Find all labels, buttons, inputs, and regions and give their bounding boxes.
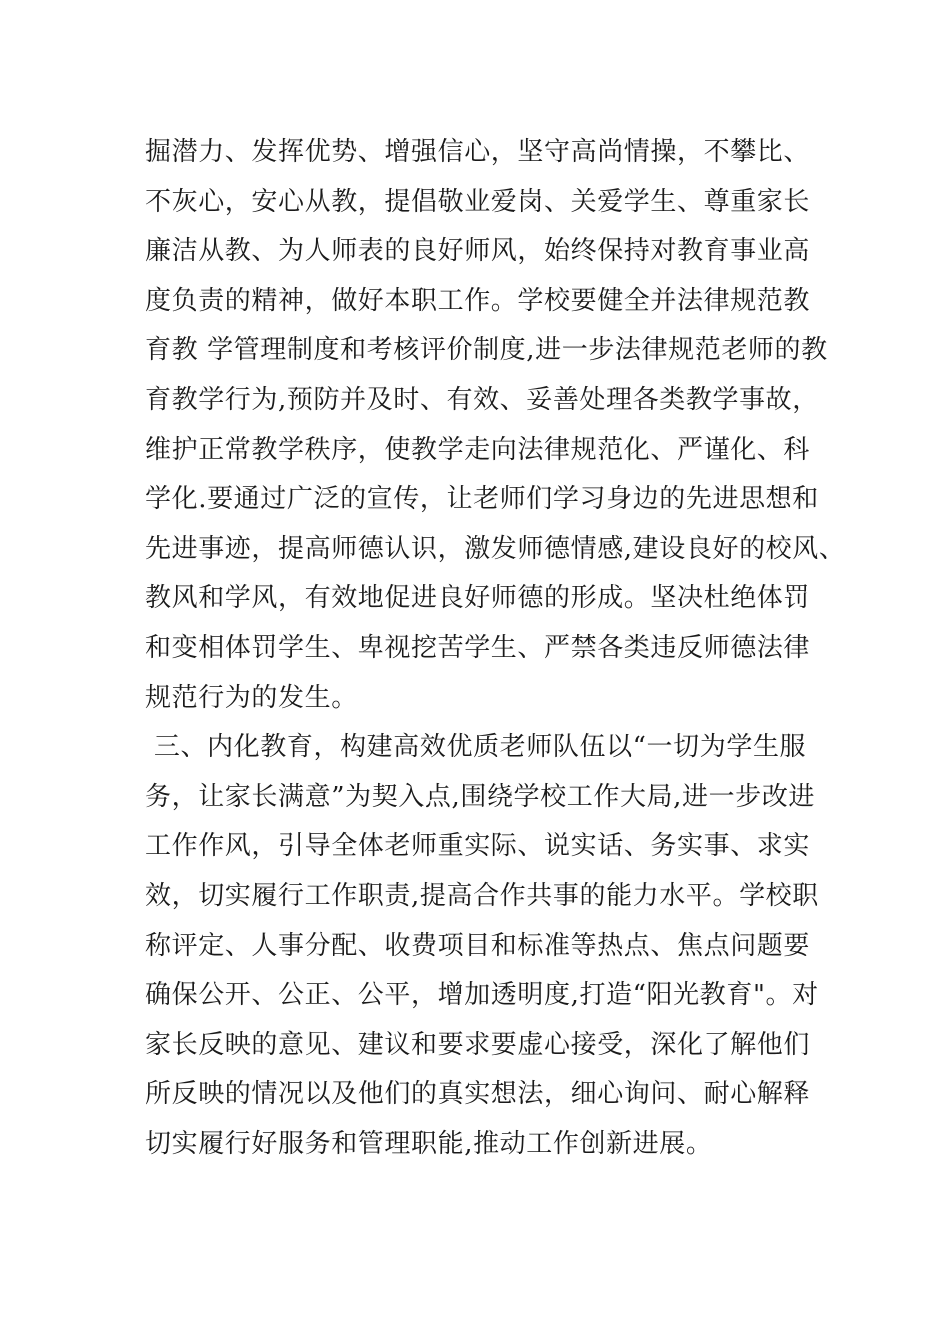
text-line: 和变相体罚学生、卑视挖苦学生、严禁各类违反师德法律 — [145, 632, 811, 663]
text-line: 效，切实履行工作职责,提高合作共事的能力水平。学校职 — [145, 880, 819, 911]
text-line: 育教学行为,预防并及时、有效、妥善处理各类教学事故， — [145, 384, 819, 415]
text-line: 务，让家长满意”为契入点,围绕学校工作大局,进一步改进 — [145, 781, 816, 812]
text-line: 教风和学风，有效地促进良好师德的形成。坚决杜绝体罚 — [145, 583, 811, 614]
text-line: 确保公开、公正、公平，增加透明度,打造“阳光教育"。对 — [145, 980, 819, 1011]
text-line: 称评定、人事分配、收费项目和标准等热点、焦点问题要 — [145, 930, 811, 961]
text-line: 廉洁从教、为人师表的良好师风，始终保持对教育事业高 — [145, 236, 811, 267]
text-line: 先进事迹，提高师德认识，激发师德情感,建设良好的校风、 — [145, 533, 846, 564]
text-line: 所反映的情况以及他们的真实想法，细心询问、耐心解释 — [145, 1079, 811, 1110]
text-line: 家长反映的意见、建议和要求要虚心接受，深化了解他们 — [145, 1029, 811, 1060]
text-line: 育教 学管理制度和考核评价制度,进一步法律规范老师的教 — [145, 335, 828, 366]
text-line: 工作作风，引导全体老师重实际、说实话、务实事、求实 — [145, 831, 811, 862]
section-heading-line: 三、内化教育，构建高效优质老师队伍以“一切为学生服 — [145, 732, 807, 763]
body-text — [145, 128, 845, 1169]
text-line: 度负责的精神，做好本职工作。学校要健全并法律规范教 — [145, 285, 811, 316]
text-line: 切实履行好服务和管理职能,推动工作创新进展。 — [145, 1128, 713, 1159]
text-line: 维护正常教学秩序，使教学走向法律规范化、严谨化、科 — [145, 434, 811, 465]
text-line: 掘潜力、发挥优势、增强信心，坚守高尚情操，不攀比、 — [145, 137, 811, 167]
text-line: 不灰心，安心从教，提倡敬业爱岗、关爱学生、尊重家长 — [145, 186, 811, 217]
text-line: 规范行为的发生。 — [145, 682, 358, 713]
text-line: 学化.要通过广泛的宣传，让老师们学习身边的先进思想和 — [145, 484, 819, 515]
